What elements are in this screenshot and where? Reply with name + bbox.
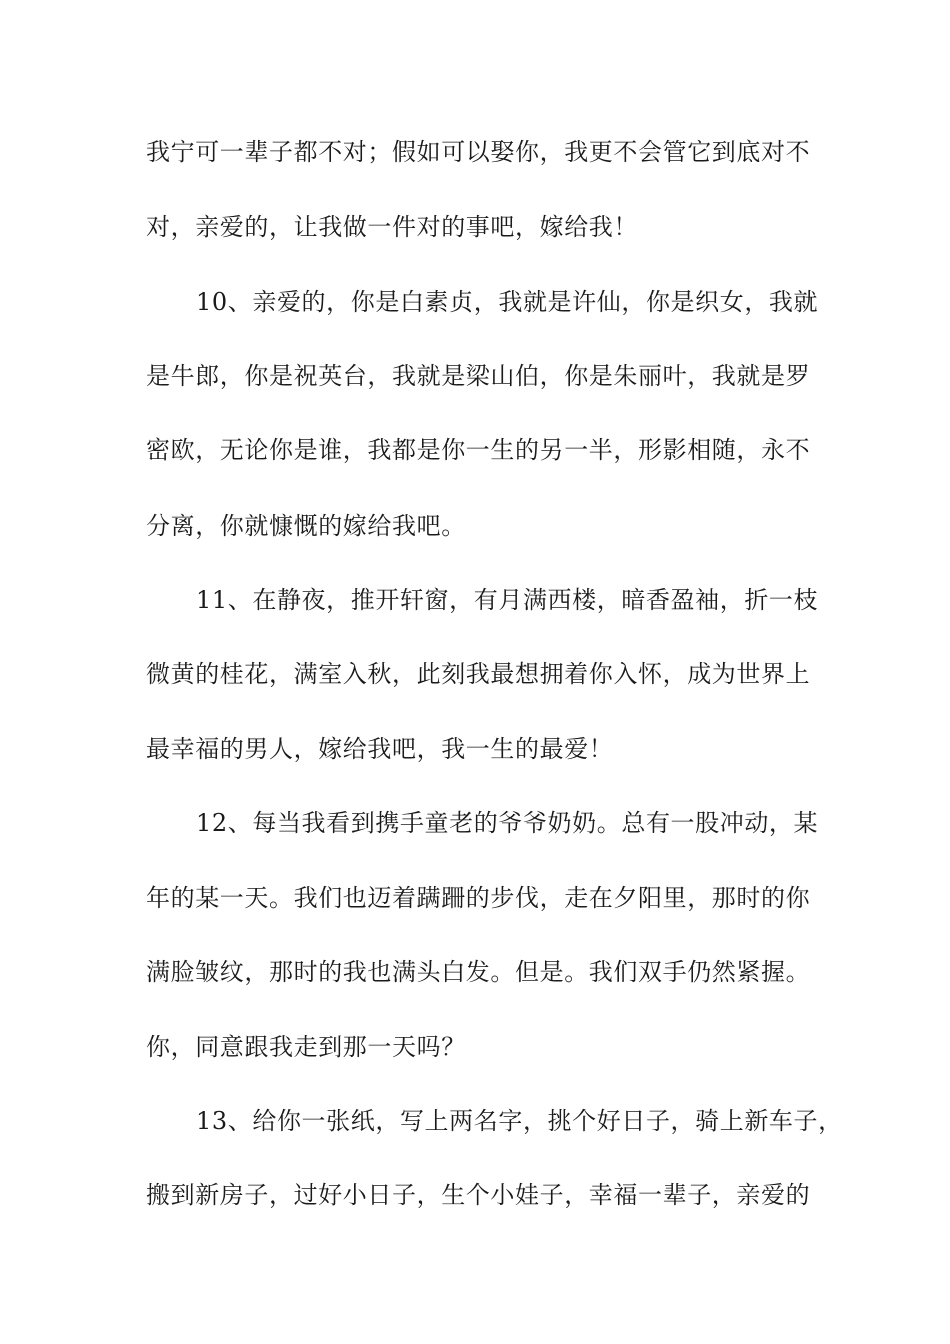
text-line: 你，同意跟我走到那一天吗？	[146, 1033, 466, 1061]
text-line: 微黄的桂花，满室入秋，此刻我最想拥着你入怀，成为世界上	[146, 660, 811, 688]
text-line: 搬到新房子，过好小日子，生个小娃子，幸福一辈子，亲爱的	[146, 1181, 811, 1209]
paragraph-13-start: 13、给你一张纸，写上两名字，挑个好日子，骑上新车子，	[196, 1107, 843, 1135]
paragraph-11-start: 11、在静夜，推开轩窗，有月满西楼，暗香盈袖，折一枝	[196, 586, 819, 614]
text-line: 密欧，无论你是谁，我都是你一生的另一半，形影相随，永不	[146, 436, 811, 464]
text-line: 分离，你就慷慨的嫁给我吧。	[146, 512, 466, 540]
text-line: 对，亲爱的，让我做一件对的事吧，嫁给我！	[146, 213, 638, 241]
text-line: 是牛郎，你是祝英台，我就是梁山伯，你是朱丽叶，我就是罗	[146, 362, 811, 390]
text-line: 最幸福的男人，嫁给我吧，我一生的最爱！	[146, 735, 614, 763]
text-line: 满脸皱纹，那时的我也满头白发。但是。我们双手仍然紧握。	[146, 958, 811, 986]
paragraph-10-start: 10、亲爱的，你是白素贞，我就是许仙，你是织女，我就	[196, 288, 819, 316]
paragraph-12-start: 12、每当我看到携手童老的爷爷奶奶。总有一股冲动，某	[196, 809, 819, 837]
text-line: 我宁可一辈子都不对；假如可以娶你，我更不会管它到底对不	[146, 138, 811, 166]
text-line: 年的某一天。我们也迈着蹒跚的步伐，走在夕阳里，那时的你	[146, 884, 811, 912]
